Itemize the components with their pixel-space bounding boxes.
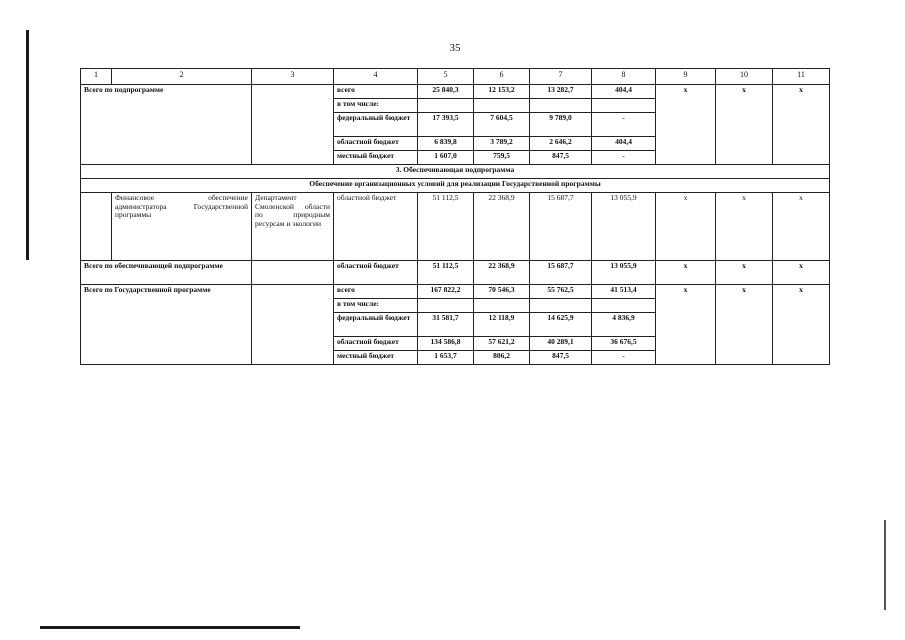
value-cell: 36 676,5 — [592, 337, 656, 351]
x-cell: х — [656, 261, 716, 285]
budget-type: областной бюджет — [334, 193, 418, 261]
value-cell: 22 368,9 — [474, 261, 530, 285]
value-cell: 55 762,5 — [530, 285, 592, 299]
x-cell: х — [773, 285, 830, 365]
value-cell — [530, 99, 592, 113]
col-header: 7 — [530, 69, 592, 85]
value-cell — [592, 99, 656, 113]
budget-type: областной бюджет — [334, 337, 418, 351]
value-cell: 22 368,9 — [474, 193, 530, 261]
program-total-label: Всего по Государственной программе — [81, 285, 252, 365]
budget-type: областной бюджет — [334, 261, 418, 285]
value-cell: 4 836,9 — [592, 313, 656, 337]
col-header: 4 — [334, 69, 418, 85]
budget-type: местный бюджет — [334, 151, 418, 165]
value-cell: 13 055,9 — [592, 193, 656, 261]
value-cell: 12 118,9 — [474, 313, 530, 337]
budget-type: всего — [334, 285, 418, 299]
value-cell: 404,4 — [592, 137, 656, 151]
value-cell — [418, 99, 474, 113]
x-cell: х — [773, 261, 830, 285]
scan-edge-left — [26, 30, 29, 260]
value-cell — [592, 299, 656, 313]
value-cell: 1 653,7 — [418, 351, 474, 365]
section-subtitle-row — [81, 179, 830, 193]
value-cell: - — [592, 151, 656, 165]
value-cell: 13 055,9 — [592, 261, 656, 285]
value-cell: 134 586,8 — [418, 337, 474, 351]
x-cell: х — [716, 193, 773, 261]
page-number: 35 — [449, 42, 461, 54]
x-cell: х — [656, 285, 716, 365]
value-cell: 759,5 — [474, 151, 530, 165]
budget-type: федеральный бюджет — [334, 113, 418, 137]
budget-type: областной бюджет — [334, 137, 418, 151]
value-cell: 7 604,5 — [474, 113, 530, 137]
value-cell: 2 646,2 — [530, 137, 592, 151]
x-cell: х — [773, 193, 830, 261]
value-cell: - — [592, 113, 656, 137]
value-cell: 15 687,7 — [530, 193, 592, 261]
value-cell: 70 546,3 — [474, 285, 530, 299]
value-cell: 17 393,5 — [418, 113, 474, 137]
value-cell: 847,5 — [530, 151, 592, 165]
subprogram-total-label: Всего по подпрограмме — [81, 85, 252, 165]
budget-type: в том числе: — [334, 299, 418, 313]
x-cell: х — [656, 85, 716, 165]
col-header: 10 — [716, 69, 773, 85]
value-cell: 1 607,0 — [418, 151, 474, 165]
value-cell: 847,5 — [530, 351, 592, 365]
section-title: 3. Обеспечивающая подпрограмма — [81, 165, 830, 179]
value-cell: 14 625,9 — [530, 313, 592, 337]
empty-cell — [252, 285, 334, 365]
value-cell: 40 289,1 — [530, 337, 592, 351]
col-header: 6 — [474, 69, 530, 85]
value-cell: 25 840,3 — [418, 85, 474, 99]
support-total-label: Всего по обеспечивающей подпрограмме — [81, 261, 252, 285]
budget-type: федеральный бюджет — [334, 313, 418, 337]
empty-cell — [252, 85, 334, 165]
value-cell: 404,4 — [592, 85, 656, 99]
value-cell: 57 621,2 — [474, 337, 530, 351]
col-header: 9 — [656, 69, 716, 85]
empty-cell — [81, 193, 112, 261]
value-cell: 12 153,2 — [474, 85, 530, 99]
empty-cell — [252, 261, 334, 285]
value-cell — [474, 299, 530, 313]
table-row — [81, 85, 830, 99]
value-cell — [418, 299, 474, 313]
col-header: 5 — [418, 69, 474, 85]
x-cell: х — [716, 85, 773, 165]
scan-edge-bottom — [40, 626, 300, 629]
table-row — [81, 193, 830, 261]
budget-type: в том числе: — [334, 99, 418, 113]
col-header: 3 — [252, 69, 334, 85]
budget-type: всего — [334, 85, 418, 99]
value-cell: 15 687,7 — [530, 261, 592, 285]
executor-name: Департамент Смоленской области по природным ресурсам и экологии — [252, 193, 334, 261]
value-cell: - — [592, 351, 656, 365]
value-cell — [530, 299, 592, 313]
table-row — [81, 261, 830, 285]
value-cell: 9 789,0 — [530, 113, 592, 137]
x-cell: х — [716, 261, 773, 285]
value-cell — [474, 99, 530, 113]
budget-type: местный бюджет — [334, 351, 418, 365]
section-subtitle: Обеспечение организационных условий для реализации Государственной программы — [81, 179, 830, 193]
section-title-row — [81, 165, 830, 179]
value-cell: 167 822,2 — [418, 285, 474, 299]
x-cell: х — [716, 285, 773, 365]
col-header: 11 — [773, 69, 830, 85]
value-cell: 51 112,5 — [418, 261, 474, 285]
column-number-row — [81, 69, 830, 85]
budget-table — [80, 68, 830, 365]
value-cell: 31 581,7 — [418, 313, 474, 337]
value-cell: 13 282,7 — [530, 85, 592, 99]
x-cell: х — [773, 85, 830, 165]
col-header: 2 — [112, 69, 252, 85]
x-cell: х — [656, 193, 716, 261]
col-header: 1 — [81, 69, 112, 85]
scan-edge-right — [884, 520, 886, 610]
value-cell: 806,2 — [474, 351, 530, 365]
value-cell: 41 513,4 — [592, 285, 656, 299]
activity-name: Финансовое обеспечение администратора Государственной программы — [112, 193, 252, 261]
value-cell: 6 839,8 — [418, 137, 474, 151]
table-row — [81, 285, 830, 299]
value-cell: 3 789,2 — [474, 137, 530, 151]
col-header: 8 — [592, 69, 656, 85]
value-cell: 51 112,5 — [418, 193, 474, 261]
